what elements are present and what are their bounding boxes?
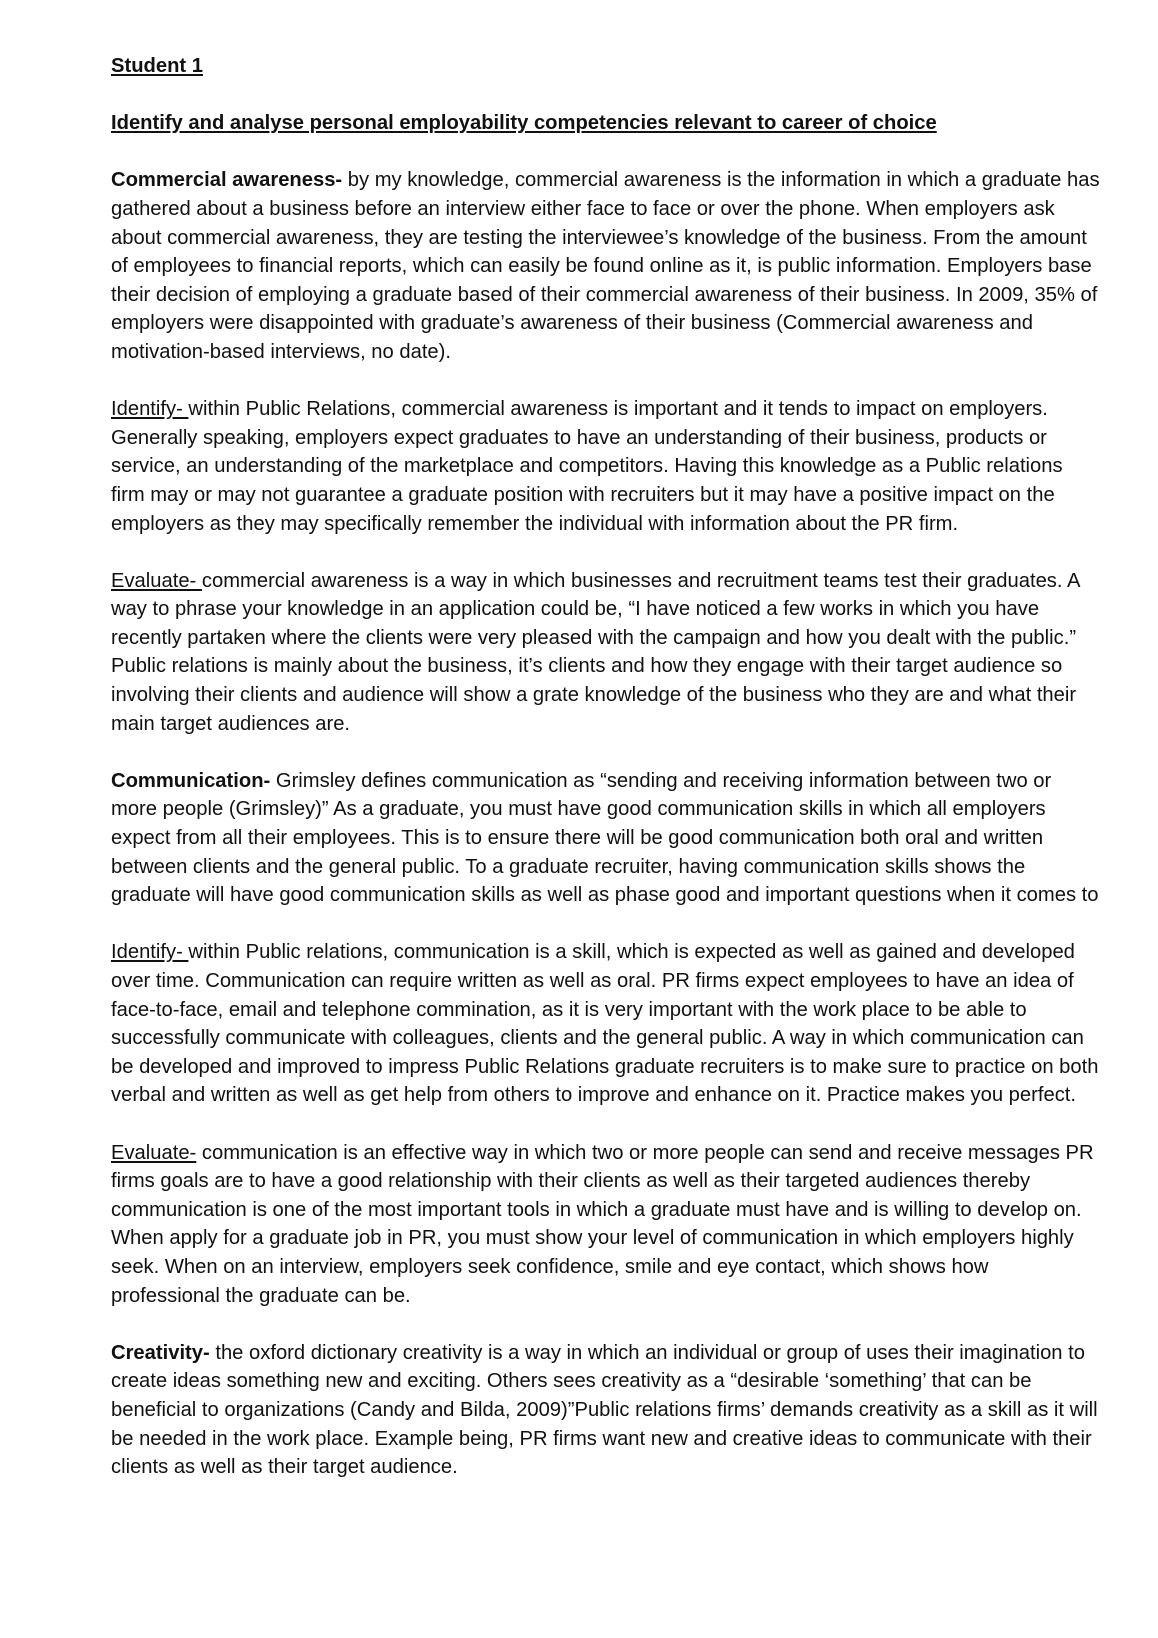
paragraph-communication: [111, 767, 1101, 910]
paragraph-communication-evaluate: [111, 1139, 1101, 1311]
paragraph-lead: Identify-: [111, 941, 189, 964]
paragraph-text: the oxford dictionary creativity is a way in which an individual or group of uses their imagination to create ideas something new and exciting. Others sees creativity as a “desirable ‘something’ that can be beneficial to organizations (Candy and Bilda, 2009)”Public relations firms’ demands creativity as a skill as it will be needed in the work place. Example being, PR firms want new and creative ideas to communicate with their clients as well as their target audience.: [111, 1341, 1098, 1479]
paragraph-lead: Evaluate-: [111, 569, 202, 592]
paragraph-communication-identify: [111, 938, 1101, 1110]
document-page: [111, 52, 1101, 1510]
paragraph-commercial-evaluate: [111, 567, 1101, 739]
paragraph-text: communication is an effective way in which two or more people can send and receive messages PR firms goals are to have a good relationship with their clients as well as their targeted audiences thereby communication is one of the most important tools in which a graduate must have and is willing to develop on. When apply for a graduate job in PR, you must show your level of communication in which employers highly seek. When on an interview, employers seek confidence, smile and eye contact, which shows how professional the graduate can be.: [111, 1141, 1094, 1307]
paragraph-lead: Creativity-: [111, 1341, 210, 1364]
paragraph-lead: Evaluate-: [111, 1141, 197, 1164]
paragraph-commercial-awareness: [111, 166, 1101, 366]
document-title: Student 1: [111, 55, 203, 77]
paragraph-lead: Commercial awareness-: [111, 169, 343, 192]
paragraph-text: within Public Relations, commercial awareness is important and it tends to impact on employers. Generally speaking, employers expect graduates to have an understanding of their business, products or service, an understanding of the marketplace and competitors. Having this knowledge as a Public relations firm may or may not guarantee a graduate position with recruiters but it may have a positive impact on the employers as they may specifically remember the individual with information about the PR firm.: [111, 398, 1063, 535]
paragraph-text: commercial awareness is a way in which businesses and recruitment teams test their graduates. A way to phrase your knowledge in an application could be, “I have noticed a few works in which you have recently partaken where the clients were very pleased with the campaign and how you dealt with the public.” Public relations is mainly about the business, it’s clients and how they engage with their target audience so involving their clients and audience will show a grate knowledge of the business who they are and what their main target audiences are.: [111, 569, 1080, 735]
paragraph-lead: Communication-: [111, 769, 271, 792]
section-heading: Identify and analyse personal employability competencies relevant to career of choice: [111, 112, 937, 135]
paragraph-text: by my knowledge, commercial awareness is the information in which a graduate has gathered about a business before an interview either face to face or over the phone. When employers ask about commercial awareness, they are testing the interviewee’s knowledge of the business. From the amount of employees to financial reports, which can easily be found online as it, is public information. Employers base their decision of employing a graduate based of their commercial awareness of their business. In 2009, 35% of employers were disappointed with graduate’s awareness of their business (Commercial awareness and motivation-based interviews, no date).: [111, 169, 1100, 363]
paragraph-creativity: [111, 1339, 1101, 1482]
paragraph-text: Grimsley defines communication as “sending and receiving information between two or more people (Grimsley)” As a graduate, you must have good communication skills in which all employers expect from all their employees. This is to ensure there will be good communication both oral and written between clients and the general public. To a graduate recruiter, having communication skills shows the graduate will have good communication skills as well as phase good and important questions when it comes to: [111, 769, 1099, 907]
paragraph-lead: Identify-: [111, 398, 189, 421]
paragraph-commercial-identify: [111, 395, 1101, 538]
paragraph-text: within Public relations, communication is a skill, which is expected as well as gained and developed over time. Communication can require written as well as oral. PR firms expect employees to have an idea of face-to-face, email and telephone commination, as it is very important with the work place to be able to successfully communicate with colleagues, clients and the general public. A way in which communication can be developed and improved to impress Public Relations graduate recruiters is to make sure to practice on both verbal and written as well as get help from others to improve and enhance on it. Practice makes you perfect.: [111, 941, 1099, 1107]
